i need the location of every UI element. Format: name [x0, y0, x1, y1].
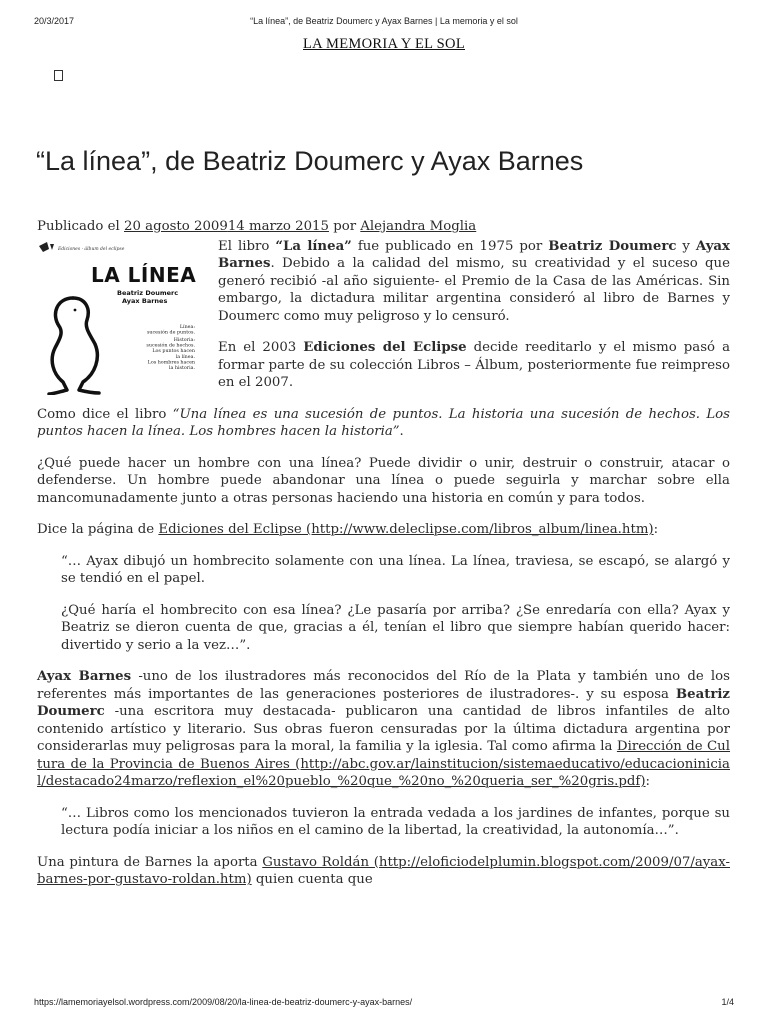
p3-text-c: .: [399, 424, 404, 439]
p6-text-e: :: [645, 774, 651, 789]
p7-text-a: Una pintura de Barnes la aporta: [37, 854, 263, 870]
eclipse-link[interactable]: Ediciones del Eclipse (http://www.deleclipse.com/libros_album/linea.htm): [158, 522, 654, 537]
p1-book-title: “La línea”: [275, 238, 352, 254]
author-link[interactable]: Alejandra Moglia: [360, 219, 477, 234]
illustration-eye: [74, 308, 77, 311]
p5-text-c: :: [653, 522, 659, 537]
paragraph-3: [37, 406, 730, 441]
post-title: “La línea”, de Beatriz Doumerc y Ayax Barnes: [36, 146, 584, 176]
site-title-link[interactable]: LA MEMORIA Y EL SOL: [303, 36, 465, 52]
print-url: https://lamemoriayelsol.wordpress.com/2009/08/20/la-linea-de-beatriz-doumerc-y-ayax-barnes/: [34, 997, 413, 1007]
post-content: [37, 218, 730, 903]
post-meta: [37, 218, 730, 236]
p2-text-a: En el 2003: [218, 340, 304, 355]
roldan-link[interactable]: Gustavo Roldán (http://eloficiodelplumin.blogspot.com/2009/07/ayax-barnes-por-gustavo-roldan.htm): [37, 854, 730, 887]
print-document-title: “La línea”, de Beatriz Doumerc y Ayax Barnes | La memoria y el sol: [250, 16, 518, 26]
cover-author-2: Ayax Barnes: [122, 296, 168, 305]
p1-text-a: El libro: [218, 238, 276, 254]
p1-text-c: fue publicado en 1975 por: [351, 238, 549, 254]
p2-text-c: decide reeditarlo y el mismo pasó a formar parte de su colección Libros – Álbum, posteriormente fue reimpreso en el 2007.: [218, 340, 730, 390]
p3-book-quote: “Una línea es una sucesión de puntos. La historia una sucesión de hechos. Los puntos hacen la línea. Los hombres hacen la historia”: [37, 406, 730, 439]
print-footer: [34, 997, 734, 1011]
cover-caption-1: Línea: sucesión de puntos.: [146, 324, 195, 336]
p1-text-e: y: [676, 238, 696, 254]
print-date: 20/3/2017: [34, 16, 75, 26]
p3-text-a: Como dice el libro: [37, 406, 173, 422]
p6-author-doumerc: Beatriz Doumerc: [37, 686, 730, 719]
cover-author-1: Beatriz Doumerc: [117, 288, 179, 297]
p6-author-barnes: Ayax Barnes: [37, 669, 132, 684]
print-header: [34, 16, 734, 30]
p6-text-d: -una escritora muy destacada- publicaron una cantidad de libros infantiles de alto contenido artístico y literario. Sus obras fueron censuradas por la última dictadura argentina por considerarlas muy peligrosas para la moral, la familia y la iglesia. Tal como afirma la: [37, 704, 730, 754]
p1-author-doumerc: Beatriz Doumerc: [548, 238, 677, 254]
print-page-number: 1/4: [721, 997, 734, 1007]
cultura-link[interactable]: Dirección de Cultura de la Provincia de Buenos Aires (http://abc.gov.ar/lainstitucion/sistemaeducativo/educacioninicial/destacado24marzo/reflexion_el%20pueblo_%20que_%20no_%20queria_ser_%20gris.pdf): [37, 739, 731, 789]
p1-author-barnes: Ayax Barnes: [218, 238, 730, 271]
blockquote-3: “… Libros como los mencionados tuvieron la entrada vedada a los jardines de infantes, porque su lectura podía iniciar a los niños en el camino de la libertad, la creatividad, la autonomía…”.: [61, 805, 730, 838]
p2-publisher: Ediciones del Eclipse: [303, 340, 467, 355]
by-text: por: [328, 219, 361, 234]
blockquote-2: ¿Qué haría el hombrecito con esa línea? ¿Le pasaría por arriba? ¿Se enredaría con ella? Ayax y Beatriz se dieron cuenta de que, gracias a él, tenían el libro que siempre habían querido hacer: divertido y serio a la vez…”.: [61, 602, 730, 653]
date-published: 20 agosto 2009: [124, 219, 228, 234]
p5-text-a: Dice la página de: [37, 522, 159, 537]
p7-text-b: quien cuenta que: [251, 872, 373, 887]
date-updated: 14 marzo 2015: [227, 219, 329, 234]
cover-title: LA LÍNEA: [91, 262, 197, 287]
cover-caption-2: Historia: sucesión de hechos. Los puntos hacen la línea. Los hombres hacen la historia.: [146, 337, 195, 371]
p6-text-b: -uno de los ilustradores más reconocidos del Río de la Plata y también uno de los referentes más importantes de las generaciones posteriores de ilustradores-. y su esposa: [37, 669, 731, 702]
blockquote-1: “… Ayax dibujó un hombrecito solamente con una línea. La línea, traviesa, se escapó, se alargó y se tendió en el papel.: [61, 553, 730, 586]
published-date-link[interactable]: [124, 219, 329, 234]
p1-text-g: . Debido a la calidad del mismo, su creatividad y el suceso que generó recibió -al año siguiente- el Premio de la Casa de las Américas. Sin embargo, la dictadura militar argentina consideró al libro de Barnes y Doumerc como muy peligroso y lo censuró.: [218, 256, 730, 324]
paragraph-4: ¿Qué puede hacer un hombre con una línea? Puede dividir o unir, destruir o construir, atacar o defenderse. Un hombre puede abandonar una línea o puede seguirla y marchar sobre ella mancomunadamente junto a otras personas haciendo una historia en común y para todos.: [37, 455, 730, 506]
paragraph-6: [37, 668, 730, 791]
published-prefix: Publicado el: [37, 219, 124, 234]
cover-publisher-mark: Ediciones · álbum del eclipse: [58, 246, 125, 252]
paragraph-7: [37, 854, 730, 889]
menu-toggle-icon[interactable]: [54, 70, 63, 81]
paragraph-5: [37, 521, 730, 539]
book-cover-image: [37, 240, 201, 395]
